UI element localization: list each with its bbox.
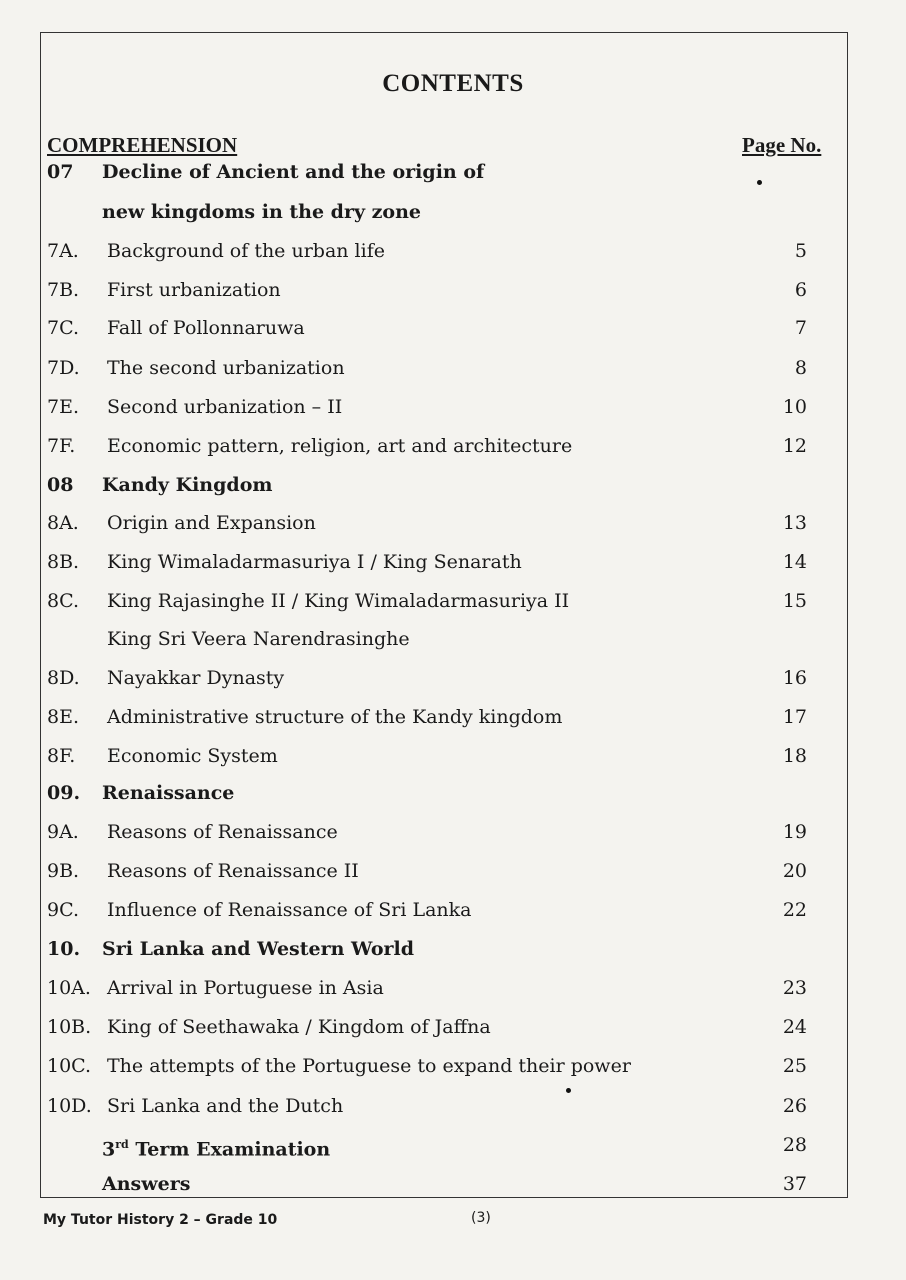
toc-row <box>47 314 817 342</box>
toc-code: 10D. <box>47 1095 92 1117</box>
toc-code: 9B. <box>47 860 80 882</box>
toc-label: Influence of Renaissance of Sri Lanka <box>107 899 472 921</box>
toc-label: Origin and Expansion <box>107 512 316 534</box>
toc-code: 7A. <box>47 240 79 262</box>
toc-code: 9C. <box>47 899 79 921</box>
toc-page: 7 <box>794 317 807 339</box>
toc-page: 37 <box>782 1173 807 1195</box>
toc-row <box>47 1170 817 1198</box>
toc-code: 8A. <box>47 512 79 534</box>
toc-label: Economic pattern, religion, art and architecture <box>107 435 573 457</box>
toc-label: Reasons of Renaissance II <box>107 860 359 882</box>
toc-label: First urbanization <box>107 279 281 301</box>
toc-code: 7E. <box>47 396 79 418</box>
toc-label: Nayakkar Dynasty <box>107 667 285 689</box>
toc-row <box>47 432 817 460</box>
toc-row <box>47 935 817 963</box>
toc-row <box>47 198 817 226</box>
toc-code: 8C. <box>47 590 79 612</box>
toc-page: 5 <box>794 240 807 262</box>
toc-label: Sri Lanka and the Dutch <box>107 1095 344 1117</box>
toc-row <box>47 818 817 846</box>
toc-row <box>47 548 817 576</box>
toc-label: Background of the urban life <box>107 240 385 262</box>
footer-book-title: My Tutor History 2 – Grade 10 <box>43 1212 278 1228</box>
toc-page: 17 <box>782 706 807 728</box>
toc-label: Fall of Pollonnaruwa <box>107 317 305 339</box>
toc-row <box>47 158 817 186</box>
toc-row <box>47 857 817 885</box>
toc-page: 16 <box>782 667 807 689</box>
toc-code: 07 <box>47 161 74 183</box>
toc-label: Reasons of Renaissance <box>107 821 338 843</box>
page-no-heading: Page No. <box>742 133 822 157</box>
toc-label: Sri Lanka and Western World <box>102 938 415 960</box>
toc-page: 23 <box>782 977 807 999</box>
toc-page: 10 <box>782 396 807 418</box>
toc-page: 26 <box>782 1095 807 1117</box>
toc-label: Economic System <box>107 745 278 767</box>
toc-row <box>47 974 817 1002</box>
toc-page: 12 <box>782 435 807 457</box>
toc-code: 10B. <box>47 1016 92 1038</box>
toc-code: 09. <box>47 782 81 804</box>
toc-page: 14 <box>782 551 807 573</box>
page-title: CONTENTS <box>382 70 524 97</box>
toc-code: 10C. <box>47 1055 92 1077</box>
toc-row <box>47 1131 817 1159</box>
toc-row <box>47 1092 817 1120</box>
toc-label: Answers <box>102 1173 191 1195</box>
toc-label: Decline of Ancient and the origin of <box>102 161 485 183</box>
toc-page: 25 <box>782 1055 807 1077</box>
toc-row <box>47 1052 817 1080</box>
toc-label: Administrative structure of the Kandy kingdom <box>107 706 563 728</box>
toc-code: 10. <box>47 938 81 960</box>
toc-code: 8F. <box>47 745 76 767</box>
toc-row <box>47 779 817 807</box>
toc-label: The attempts of the Portuguese to expand their power <box>107 1055 631 1077</box>
toc-row <box>47 664 817 692</box>
toc-code: 10A. <box>47 977 91 999</box>
toc-row <box>47 354 817 382</box>
toc-row <box>47 703 817 731</box>
toc-label: new kingdoms in the dry zone <box>102 201 421 223</box>
toc-page: 13 <box>782 512 807 534</box>
toc-label: 3rd Term Examination <box>102 1138 331 1161</box>
toc-row <box>47 393 817 421</box>
toc-code: 7B. <box>47 279 80 301</box>
toc-row <box>47 587 817 615</box>
toc-page: 19 <box>782 821 807 843</box>
footer-page-number: (3) <box>471 1210 491 1226</box>
toc-label: Renaissance <box>102 782 235 804</box>
bullet-dot <box>566 1088 571 1093</box>
toc-code: 8E. <box>47 706 79 728</box>
toc-row <box>47 896 817 924</box>
toc-label: Kandy Kingdom <box>102 474 273 496</box>
toc-code: 08 <box>47 474 74 496</box>
toc-label: King Sri Veera Narendrasinghe <box>107 628 410 650</box>
toc-page: 20 <box>782 860 807 882</box>
toc-row <box>47 625 817 653</box>
toc-page: 15 <box>782 590 807 612</box>
toc-code: 8D. <box>47 667 80 689</box>
toc-label: King of Seethawaka / Kingdom of Jaffna <box>107 1016 491 1038</box>
toc-row <box>47 276 817 304</box>
toc-code: 7D. <box>47 357 80 379</box>
toc-page: 28 <box>782 1134 807 1156</box>
toc-code: 7C. <box>47 317 79 339</box>
toc-row <box>47 1013 817 1041</box>
toc-code: 9A. <box>47 821 79 843</box>
toc-label: Arrival in Portuguese in Asia <box>107 977 384 999</box>
toc-row <box>47 742 817 770</box>
toc-label: Second urbanization – II <box>107 396 343 418</box>
toc-label: King Rajasinghe II / King Wimaladarmasuriya II <box>107 590 570 612</box>
section-heading: COMPREHENSION <box>47 133 238 157</box>
toc-page: 8 <box>794 357 807 379</box>
toc-code: 7F. <box>47 435 76 457</box>
toc-page: 18 <box>782 745 807 767</box>
toc-row <box>47 509 817 537</box>
toc-label: King Wimaladarmasuriya I / King Senarath <box>107 551 522 573</box>
toc-row <box>47 471 817 499</box>
toc-row <box>47 237 817 265</box>
toc-page: 22 <box>782 899 807 921</box>
toc-page: 24 <box>782 1016 807 1038</box>
toc-page: 6 <box>794 279 807 301</box>
toc-label: The second urbanization <box>107 357 345 379</box>
toc-code: 8B. <box>47 551 80 573</box>
